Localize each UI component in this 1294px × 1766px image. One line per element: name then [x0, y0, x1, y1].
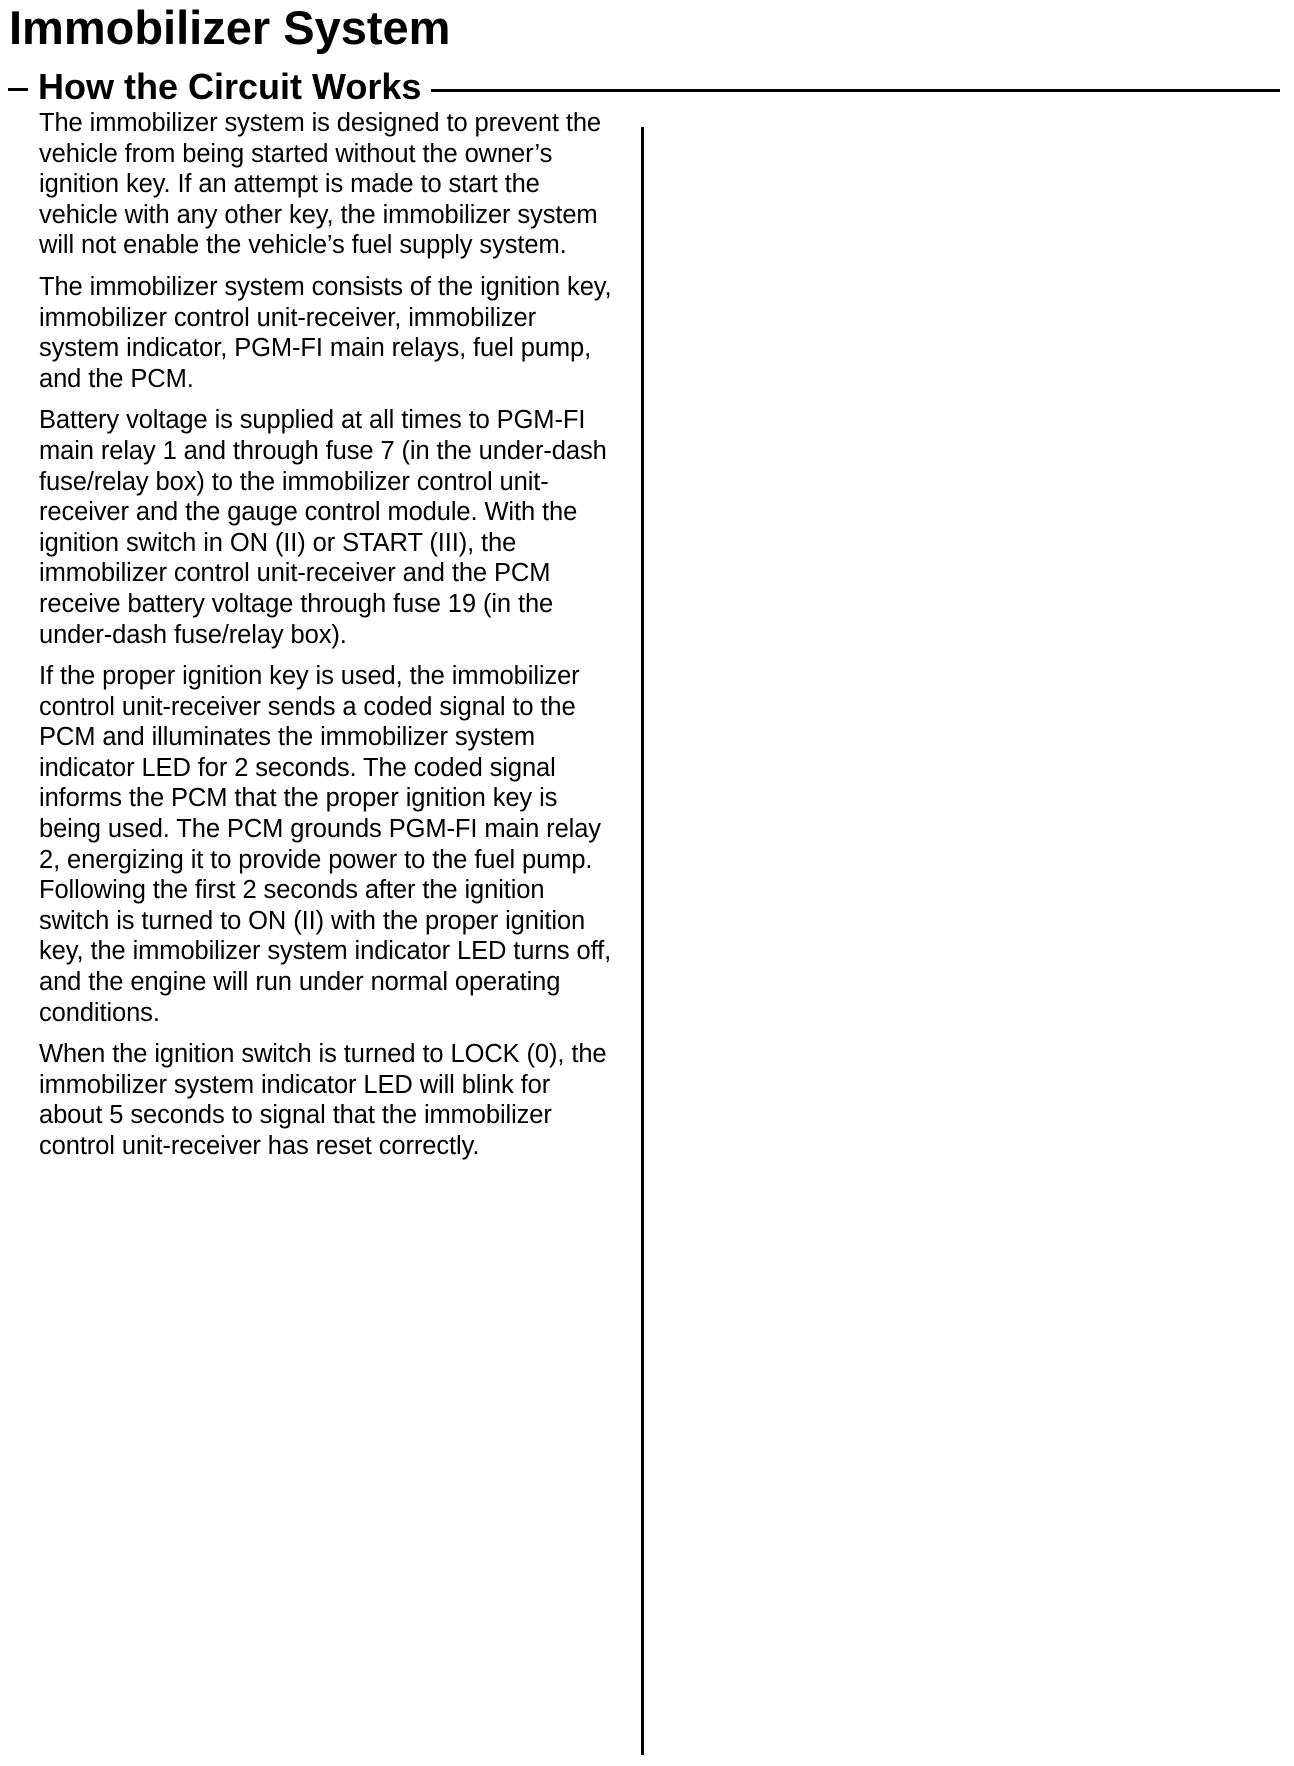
column-divider — [641, 127, 644, 1755]
section-heading-text: How the Circuit Works — [38, 66, 422, 107]
heading-dash-divider — [8, 88, 28, 91]
heading-rule-divider — [431, 89, 1280, 92]
body-paragraph: If the proper ignition key is used, the immobilizer control unit-receiver sends a coded signal to the PCM and illuminates the immobilizer system indicator LED for 2 seconds. The coded signal informs the PCM that the proper ignition key is being used. The PCM grounds PGM-FI main relay 2, energizing it to provide power to the fuel pump. Following the first 2 seconds after the ignition switch is turned to ON (II) with the proper ignition key, the immobilizer system indicator LED turns off, and the engine will run under normal operating conditions. — [39, 662, 612, 1027]
body-text-column — [39, 108, 617, 1173]
page-title: Immobilizer System — [9, 1, 451, 54]
body-paragraph: Battery voltage is supplied at all times to PGM-FI main relay 1 and through fuse 7 (in the under-dash fuse/relay box) to the immobilizer control unit-receiver and the gauge control module. With the ignition switch in ON (II) or START (III), the immobilizer control unit-receiver and the PCM receive battery voltage through fuse 19 (in the under-dash fuse/relay box). — [39, 406, 607, 649]
body-paragraph: The immobilizer system is designed to prevent the vehicle from being started without the owner’s ignition key. If an attempt is made to start the vehicle with any other key, the immobilizer system will not enable the vehicle’s fuel supply system. — [39, 109, 602, 260]
section-heading — [8, 62, 1280, 112]
body-paragraph: The immobilizer system consists of the ignition key, immobilizer control unit-receiver, immobilizer system indicator, PGM-FI main relays, fuel pump, and the PCM. — [39, 272, 612, 393]
body-paragraph: When the ignition switch is turned to LOCK (0), the immobilizer system indicator LED will blink for about 5 seconds to signal that the immobilizer control unit-receiver has reset correctly. — [39, 1040, 607, 1160]
